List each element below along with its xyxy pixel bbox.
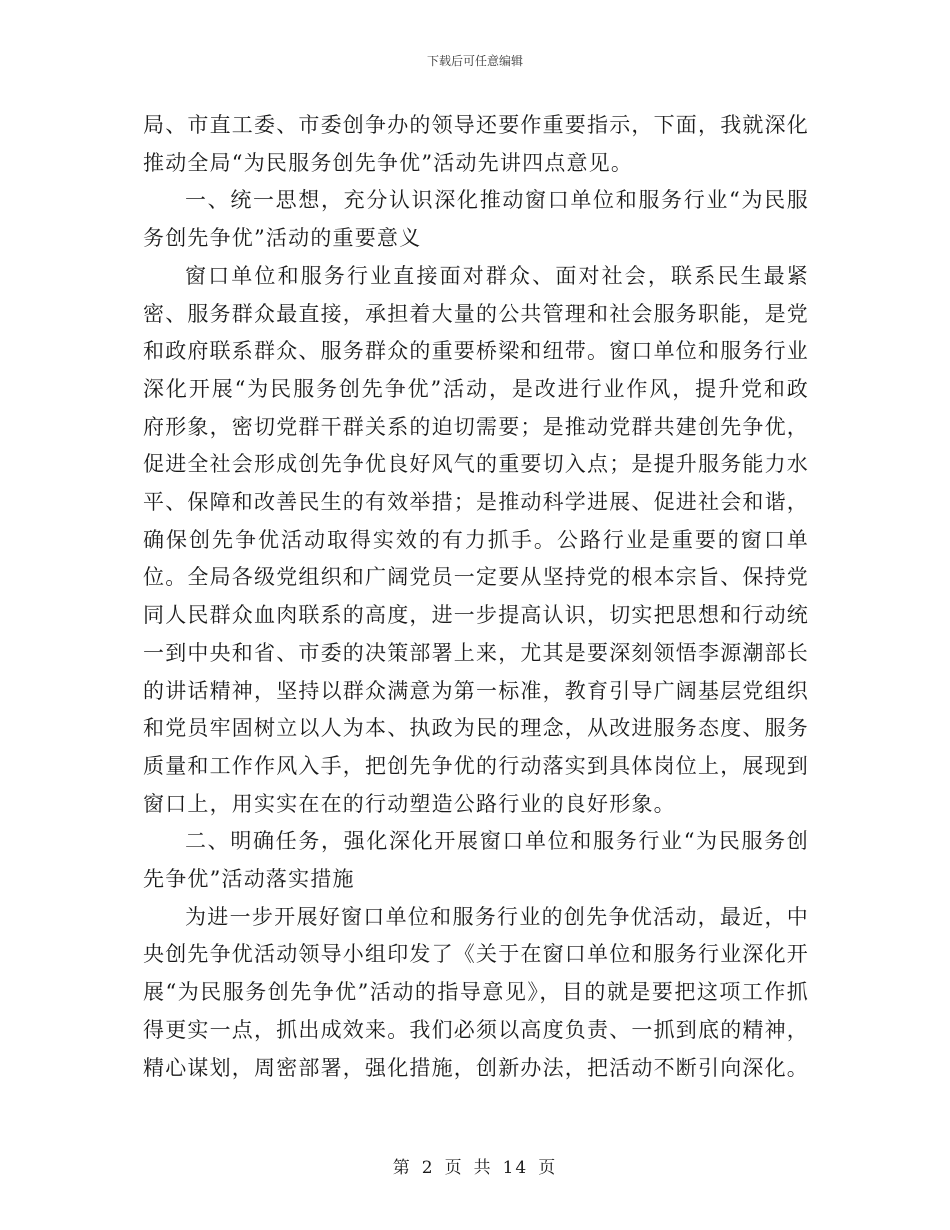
footer-total-prefix: 共 [473,1158,493,1178]
footer-page-word: 页 [444,1158,464,1178]
page-footer [0,1153,950,1178]
section-heading-2: 二、明确任务，强化深化开展窗口单位和服务行业“为民服务创先争优”活动落实措施 [143,829,809,892]
footer-page-suffix: 页 [538,1158,558,1178]
body-paragraph: 为进一步开展好窗口单位和服务行业的创先争优活动，最近，中央创先争优活动领导小组印发了《关于在窗口单位和服务行业深化开展“为民服务创先争优”活动的指导意见》，目的就是要把这项工作抓得更实一点，抓出成效来。我们必须以高度负责、一抓到底的精神，精心谋划，周密部署，强化措施，创新办法，把活动不断引向深化。 [143,904,809,1080]
footer-current-page: 2 [421,1158,435,1178]
footer-page-prefix: 第 [392,1158,412,1178]
page-header-note: 下载后可任意编辑 [426,54,523,68]
document-body [143,107,809,1087]
body-paragraph: 窗口单位和服务行业直接面对群众、面对社会，联系民生最紧密、服务群众最直接，承担着大量的公共管理和社会服务职能，是党和政府联系群众、服务群众的重要桥梁和纽带。窗口单位和服务行业深化开展“为民服务创先争优”活动，是改进行业作风，提升党和政府形象，密切党群干群关系的迫切需要；是推动党群共建创先争优，促进全社会形成创先争优良好风气的重要切入点；是提升服务能力水平、保障和改善民生的有效举措；是推动科学进展、促进社会和谐，确保创先争优活动取得实效的有力抓手。公路行业是重要的窗口单位。全局各级党组织和广阔党员一定要从坚持党的根本宗旨、保持党同人民群众血肉联系的高度，进一步提高认识，切实把思想和行动统一到中央和省、市委的决策部署上来，尤其是要深刻领悟李源潮部长的讲话精神，坚持以群众满意为第一标准，教育引导广阔基层党组织和党员牢固树立以人为本、执政为民的理念，从改进服务态度、服务质量和工作作风入手，把创先争优的行动落实到具体岗位上，展现到窗口上，用实实在在的行动塑造公路行业的良好形象。 [143,263,809,816]
section-heading-1: 一、统一思想，充分认识深化推动窗口单位和服务行业“为民服务创先争优”活动的重要意义 [143,188,809,251]
footer-total-pages: 14 [502,1158,529,1178]
body-paragraph: 局、市直工委、市委创争办的领导还要作重要指示，下面，我就深化推动全局“为民服务创先争优”活动先讲四点意见。 [143,113,809,175]
